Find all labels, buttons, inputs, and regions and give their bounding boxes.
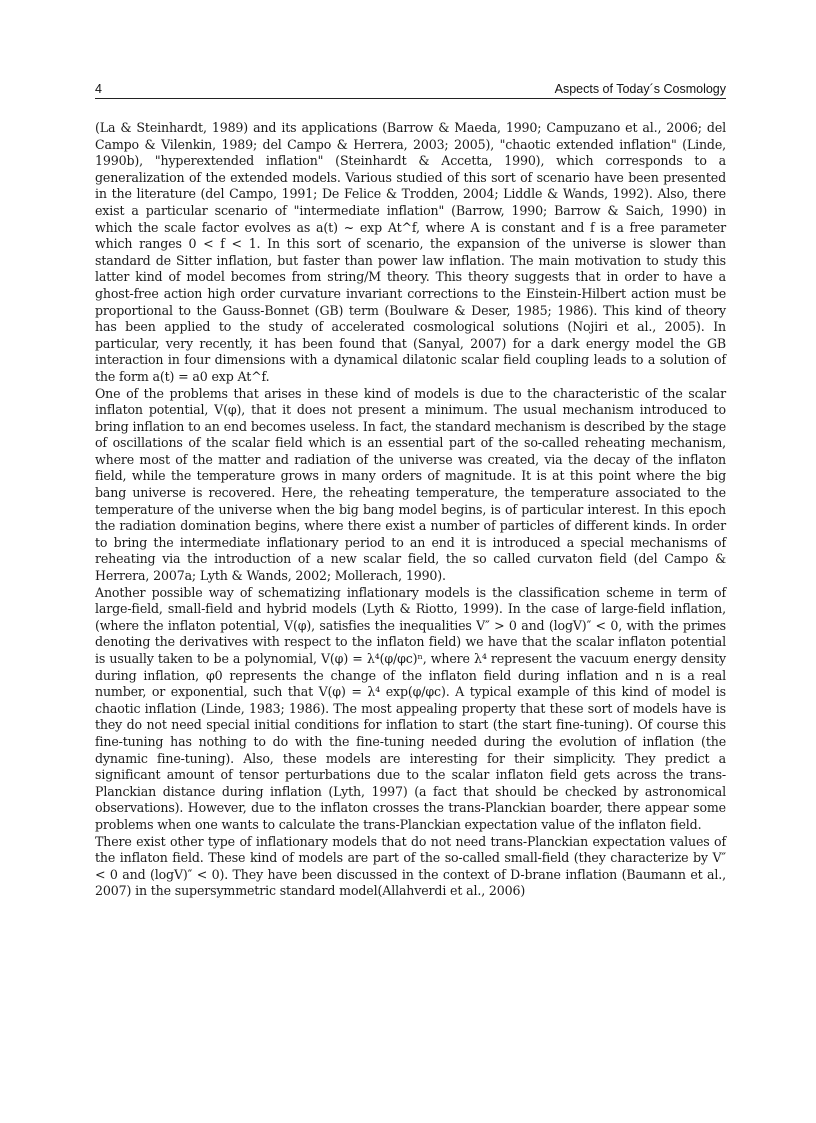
paragraph: One of the problems that arises in these kind of models is due to the characteristic of the scalar inflaton potential, V(φ), that it does not present a minimum. The usual mechanism introduced to bring inflation to an end becomes useless. In fact, the standard mechanism is described by the stage of oscillations of the scalar field which is an essential part of the so-called reheating mechanism, where most of the matter and radiation of the universe was created, via the decay of the inflaton field, while the temperature grows in many orders of magnitude. It is at this point where the big bang universe is recovered. Here, the reheating temperature, the temperature associated to the temperature of the universe when the big bang model begins, is of particular interest. In this epoch the radiation domination begins, where there exist a number of particles of different kinds. In order to bring the intermediate inflationary period to an end it is introduced a special mechanisms of reheating via the introduction of a new scalar field, the so called curvaton field (del Campo & Herrera, 2007a; Lyth & Wands, 2002; Mollerach, 1990). — [95, 385, 726, 584]
page-header — [95, 82, 726, 98]
paragraph: (La & Steinhardt, 1989) and its applications (Barrow & Maeda, 1990; Campuzano et al., 2006; del Campo & Vilenkin, 1989; del Campo & Herrera, 2003; 2005), "chaotic extended inflation" (Linde, 1990b), "hyperextended inflation" (Steinhardt & Accetta, 1990), which corresponds to a generalization of the extended models. Various studied of this sort of scenario have been presented in the literature (del Campo, 1991; De Felice & Trodden, 2004; Liddle & Wands, 1992). Also, there exist a particular scenario of "intermediate inflation" (Barrow, 1990; Barrow & Saich, 1990) in which the scale factor evolves as a(t) ~ exp At^f, where A is constant and f is a free parameter which ranges 0 < f < 1. In this sort of scenario, the expansion of the universe is slower than standard de Sitter inflation, but faster than power law inflation. The main motivation to study this latter kind of model becomes from string/M theory. This theory suggests that in order to have a ghost-free action high order curvature invariant corrections to the Einstein-Hilbert action must be proportional to the Gauss-Bonnet (GB) term (Boulware & Deser, 1985; 1986). This kind of theory has been applied to the study of accelerated cosmological solutions (Nojiri et al., 2005). In particular, very recently, it has been found that (Sanyal, 2007) for a dark energy model the GB interaction in four dimensions with a dynamical dilatonic scalar field coupling leads to a solution of the form a(t) = a0 exp At^f. — [95, 120, 726, 384]
body-text — [95, 120, 726, 900]
running-title: Aspects of Today´s Cosmology — [554, 82, 726, 96]
paragraph: Another possible way of schematizing inflationary models is the classification scheme in term of large-field, small-field and hybrid models (Lyth & Riotto, 1999). In the case of large-field inflation, (where the inflaton potential, V(φ), satisfies the inequalities V″ > 0 and (logV)″ < 0, with the primes denoting the derivatives with respect to the inflaton field) we have that the scalar inflaton potential is usually taken to be a polynomial, V(φ) = λ⁴(φ/φc)ⁿ, where λ⁴ represent the vacuum energy density during inflation, φ0 represents the change of the inflaton field during inflation and n is a real number, or exponential, such that V(φ) = λ⁴ exp(φ/φc). A typical example of this kind of model is chaotic inflation (Linde, 1983; 1986). The most appealing property that these sort of models have is they do not need special initial conditions for inflation to start (the start fine-tuning). Of course this fine-tuning has nothing to do with the fine-tuning needed during the evolution of inflation (the dynamic fine-tuning). Also, these models are interesting for their simplicity. They predict a significant amount of tensor perturbations due to the scalar inflaton field gets across the trans-Planckian distance during inflation (Lyth, 1997) (a fact that should be checked by astronomical observations). However, due to the inflaton crosses the trans-Planckian boarder, there appear some problems when one wants to calculate the trans-Planckian expectation value of the inflaton field. — [95, 584, 726, 832]
page-number: 4 — [95, 82, 102, 96]
paragraph: There exist other type of inflationary models that do not need trans-Planckian expectation values of the inflaton field. These kind of models are part of the so-called small-field (they characterize by V″ < 0 and (logV)″ < 0). They have been discussed in the context of D-brane inflation (Baumann et al., 2007) in the supersymmetric standard model(Allahverdi et al., 2006) — [95, 833, 726, 899]
header-rule — [95, 98, 726, 99]
